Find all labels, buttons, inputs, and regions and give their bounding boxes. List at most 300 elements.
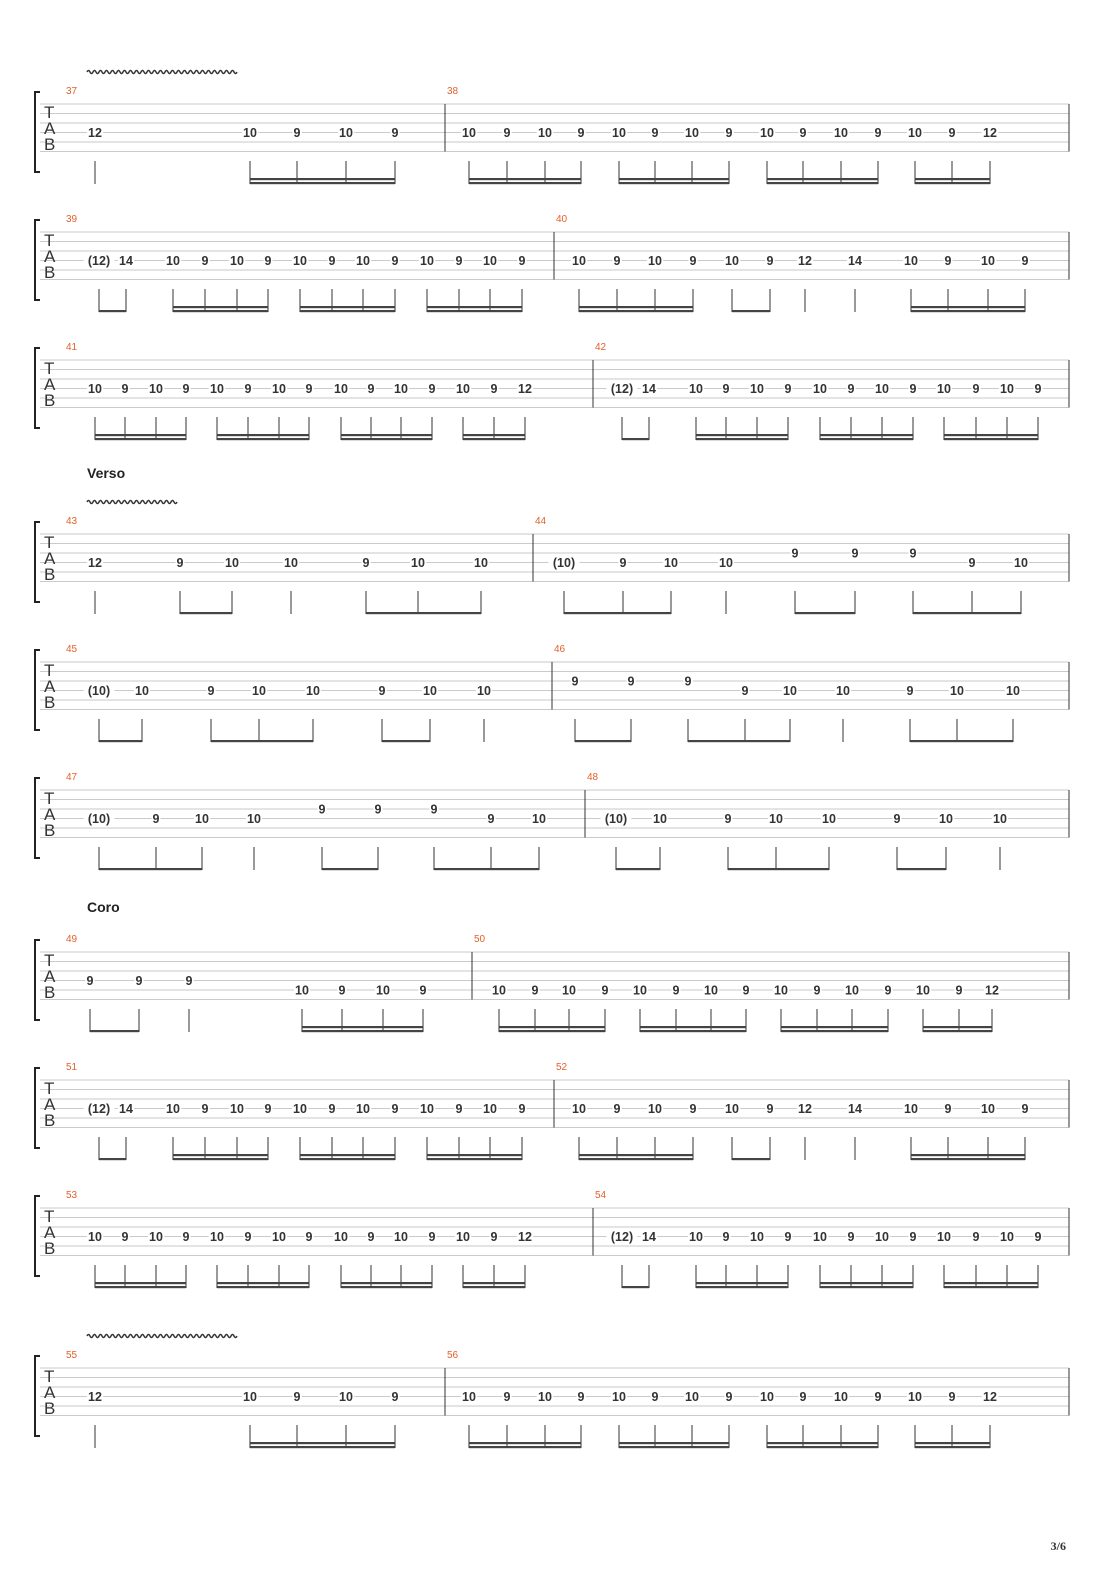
beam [99,740,142,742]
fret-number: 9 [577,1390,585,1404]
fret-number: 9 [1034,382,1042,396]
fret-number: 9 [601,983,609,998]
tab-system [35,1190,1069,1288]
fret-number: 10 [760,1390,774,1404]
fret-number: 9 [318,802,326,817]
fret-number: (12) [87,1102,111,1116]
fret-number: 9 [201,254,209,268]
tab-clef-letter: B [44,565,56,584]
beam [696,1282,788,1284]
tab-clef-letter: A [44,247,56,266]
fret-number: (10) [604,812,628,826]
fret-number: 10 [937,1230,951,1244]
fret-number: 10 [230,254,244,268]
fret-number: 10 [423,684,437,698]
fret-number: 9 [244,1230,252,1244]
fret-number: 9 [531,983,539,998]
beam [944,438,1038,440]
fret-number: 10 [845,983,859,998]
fret-number: 9 [328,254,336,268]
fret-number: 9 [893,812,901,826]
tab-clef-letter: B [44,263,56,282]
fret-number: 10 [1006,684,1020,698]
bar-number: 56 [447,1350,459,1361]
fret-number: 9 [487,812,495,826]
fret-number: 10 [230,1102,244,1116]
fret-number: 10 [783,684,797,698]
tab-clef-letter: T [44,231,55,250]
beam [923,1030,992,1032]
beam [795,612,855,614]
tab-clef-letter: A [44,1383,56,1402]
fret-number: 10 [939,812,953,826]
beam [915,182,990,184]
bar-number: 37 [66,86,78,97]
bar-number: 42 [595,342,607,353]
fret-number: 9 [391,254,399,268]
fret-number: 9 [338,983,346,998]
fret-number: 9 [944,254,952,268]
fret-number: 9 [182,1230,190,1244]
section-label: Coro [87,899,120,915]
beam [95,438,186,440]
fret-number: 9 [619,556,627,570]
fret-number: 12 [985,983,999,998]
bar-number: 40 [556,214,568,225]
fret-number: (12) [610,1230,634,1244]
fret-number: 9 [391,126,399,140]
beam [696,1286,788,1288]
fret-number: 10 [483,1102,497,1116]
fret-number: 10 [750,1230,764,1244]
fret-number: 9 [207,684,215,698]
beam [944,1282,1038,1284]
tab-clef-letter: B [44,391,56,410]
beam [728,868,829,870]
beam [427,310,522,312]
fret-number: (12) [87,254,111,268]
page-number: 3/6 [1050,1539,1066,1553]
bar-number: 46 [554,644,566,655]
fret-number: 14 [848,254,862,268]
tab-clef-letter: T [44,1367,55,1386]
bar-number: 47 [66,772,78,783]
fret-number: 9 [391,1102,399,1116]
fret-number: 9 [725,126,733,140]
fret-number: 9 [766,1102,774,1116]
beam [217,1286,309,1288]
fret-number: 9 [884,983,892,998]
beam [463,1286,525,1288]
fret-number: 9 [909,1230,917,1244]
fret-number: 10 [1000,1230,1014,1244]
fret-number: 10 [477,684,491,698]
fret-number: 14 [119,1102,133,1116]
beam [696,434,788,436]
fret-number: 9 [672,983,680,998]
beam [302,1030,423,1032]
beam [250,178,395,180]
fret-number: 10 [908,126,922,140]
fret-number: 9 [813,983,821,998]
beam [300,310,395,312]
fret-number: 10 [760,126,774,140]
fret-number: 9 [305,1230,313,1244]
fret-number: 9 [1021,1102,1029,1116]
fret-number: 12 [518,382,532,396]
section-label: Verso [87,465,126,481]
fret-number: 9 [1021,254,1029,268]
fret-number: 10 [243,1390,257,1404]
tab-clef-letter: T [44,533,55,552]
bar-number: 48 [587,772,599,783]
beam [911,1154,1025,1156]
fret-number: 10 [462,126,476,140]
beam [341,438,432,440]
fret-number: 9 [176,556,184,570]
system-bracket [35,1196,40,1276]
fret-number: 9 [430,802,438,817]
fret-number: 9 [784,382,792,396]
fret-number: 10 [653,812,667,826]
fret-number: 9 [766,254,774,268]
beam [579,306,693,308]
bar-number: 39 [66,214,78,225]
fret-number: 10 [394,382,408,396]
fret-number: 10 [293,254,307,268]
beam [463,1282,525,1284]
beam [427,306,522,308]
fret-number: 10 [875,1230,889,1244]
fret-number: 10 [492,983,506,998]
beam [767,1446,878,1448]
tab-clef-letter: T [44,951,55,970]
beam [302,1026,423,1028]
fret-number: 10 [572,1102,586,1116]
tab-clef-letter: T [44,789,55,808]
fret-number: 9 [847,382,855,396]
fret-number: 9 [613,254,621,268]
system-bracket [35,778,40,858]
vibrato-marking [87,1335,237,1338]
system-bracket [35,1356,40,1436]
fret-number: 9 [293,126,301,140]
fret-number: 9 [121,1230,129,1244]
beam [427,1154,522,1156]
beam [944,1286,1038,1288]
beam [90,1030,139,1032]
beam [427,1158,522,1160]
beam [732,310,770,312]
fret-number: 10 [252,684,266,698]
fret-number: 10 [1000,382,1014,396]
beam [341,1286,432,1288]
fret-number: 9 [503,1390,511,1404]
fret-number: 10 [293,1102,307,1116]
fret-number: 9 [724,812,732,826]
tab-system [35,1062,1069,1160]
fret-number: 10 [822,812,836,826]
tab-clef-letter: T [44,1079,55,1098]
fret-number: 9 [627,674,635,689]
beam [688,740,790,742]
beam [923,1026,992,1028]
beam [173,306,268,308]
fret-number: 9 [909,382,917,396]
fret-number: 10 [339,126,353,140]
tab-clef-letter: B [44,1239,56,1258]
fret-number: 10 [88,382,102,396]
bar-number: 54 [595,1190,607,1201]
system-bracket [35,940,40,1020]
beam [366,612,481,614]
beam [622,1286,649,1288]
beam [173,1158,268,1160]
fret-number: 10 [981,254,995,268]
fret-number: 10 [981,1102,995,1116]
beam [619,178,729,180]
fret-number: 10 [633,983,647,998]
bar-number: 43 [66,516,78,527]
fret-number: 10 [774,983,788,998]
fret-number: (10) [87,684,111,698]
fret-number: 10 [538,126,552,140]
fret-number: 9 [152,812,160,826]
fret-number: 10 [411,556,425,570]
fret-number: 9 [874,126,882,140]
beam [910,740,1013,742]
fret-number: 10 [272,382,286,396]
fret-number: 9 [86,974,94,988]
fret-number: 9 [955,983,963,998]
fret-number: 9 [722,382,730,396]
fret-number: 9 [362,556,370,570]
beam [911,310,1025,312]
bar-number: 52 [556,1062,568,1073]
fret-number: 10 [648,254,662,268]
fret-number: 10 [166,1102,180,1116]
beam [382,740,430,742]
beam [915,178,990,180]
tab-clef-letter: B [44,821,56,840]
beam [300,1154,395,1156]
beam [469,182,581,184]
beam [250,1442,395,1444]
fret-number: 9 [455,1102,463,1116]
fret-number: 10 [135,684,149,698]
fret-number: 10 [225,556,239,570]
beam [469,178,581,180]
fret-number: 10 [704,983,718,998]
fret-number: 9 [518,1102,526,1116]
beam [579,1154,693,1156]
beam [250,182,395,184]
tab-clef-letter: A [44,967,56,986]
beam [897,868,946,870]
fret-number: (12) [610,382,634,396]
fret-number: 9 [367,1230,375,1244]
beam [579,1158,693,1160]
beam [341,1282,432,1284]
fret-number: 10 [685,1390,699,1404]
tab-clef-letter: A [44,1223,56,1242]
fret-number: 10 [875,382,889,396]
fret-number: (10) [87,812,111,826]
beam [820,434,913,436]
fret-number: 10 [339,1390,353,1404]
fret-number: 10 [689,1230,703,1244]
tab-system [35,899,1069,1032]
fret-number: 9 [490,1230,498,1244]
beam [322,868,378,870]
bar-number: 50 [474,934,486,945]
fret-number: 9 [293,1390,301,1404]
fret-number: 9 [571,674,579,689]
beam [619,182,729,184]
fret-number: 9 [725,1390,733,1404]
fret-number: 9 [367,382,375,396]
fret-number: 10 [769,812,783,826]
tab-clef-letter: T [44,359,55,378]
beam [469,1442,581,1444]
fret-number: 9 [742,983,750,998]
beam [732,1158,770,1160]
system-bracket [35,522,40,602]
bar-number: 51 [66,1062,78,1073]
fret-number: 10 [725,1102,739,1116]
fret-number: 9 [490,382,498,396]
fret-number: 14 [119,254,133,268]
fret-number: 9 [135,974,143,988]
tab-system [35,342,1069,440]
fret-number: 9 [684,674,692,689]
fret-number: 10 [834,1390,848,1404]
beam [463,438,525,440]
tab-clef-letter: B [44,1399,56,1418]
fret-number: 9 [799,1390,807,1404]
fret-number: 9 [944,1102,952,1116]
fret-number: 9 [906,684,914,698]
fret-number: 10 [88,1230,102,1244]
fret-number: 10 [993,812,1007,826]
fret-number: 9 [264,1102,272,1116]
fret-number: 9 [182,382,190,396]
fret-number: 12 [798,254,812,268]
fret-number: 10 [750,382,764,396]
fret-number: 9 [972,382,980,396]
system-bracket [35,650,40,730]
fret-number: 9 [847,1230,855,1244]
fret-number: 10 [813,1230,827,1244]
beam [99,310,126,312]
beam [95,1286,186,1288]
fret-number: 10 [836,684,850,698]
beam [622,438,649,440]
fret-number: 9 [391,1390,399,1404]
bar-number: 49 [66,934,78,945]
fret-number: 12 [983,126,997,140]
bar-number: 45 [66,644,78,655]
tab-clef-letter: B [44,1111,56,1130]
fret-number: 10 [950,684,964,698]
fret-number: 9 [968,556,976,570]
fret-number: 9 [689,1102,697,1116]
bar-number: 41 [66,342,78,353]
beam [911,306,1025,308]
beam [913,612,1021,614]
beam [217,1282,309,1284]
fret-number: 10 [532,812,546,826]
fret-number: 10 [149,382,163,396]
fret-number: 10 [210,1230,224,1244]
beam [579,310,693,312]
beam [696,438,788,440]
fret-number: 14 [642,1230,656,1244]
fret-number: 10 [689,382,703,396]
fret-number: 10 [648,1102,662,1116]
beam [250,1446,395,1448]
beam [915,1446,990,1448]
bar-number: 38 [447,86,459,97]
tab-clef-letter: B [44,135,56,154]
beam [434,868,539,870]
fret-number: 12 [798,1102,812,1116]
fret-number: 12 [88,126,102,140]
tab-clef-letter: A [44,677,56,696]
fret-number: 9 [651,1390,659,1404]
bar-number: 53 [66,1190,78,1201]
fret-number: 10 [612,126,626,140]
fret-number: 9 [419,983,427,998]
fret-number: 9 [264,254,272,268]
vibrato-marking [87,71,237,74]
fret-number: 10 [149,1230,163,1244]
beam [781,1026,888,1028]
fret-number: 9 [378,684,386,698]
beam [173,1154,268,1156]
fret-number: 9 [305,382,313,396]
fret-number: 10 [719,556,733,570]
fret-number: 10 [195,812,209,826]
tab-system [35,71,1069,185]
fret-number: 9 [722,1230,730,1244]
fret-number: 14 [642,382,656,396]
fret-number: 10 [334,1230,348,1244]
fret-number: 10 [685,126,699,140]
fret-number: 9 [121,382,129,396]
fret-number: 9 [518,254,526,268]
tab-system [35,644,1069,742]
beam [767,1442,878,1444]
fret-number: 10 [664,556,678,570]
tab-clef-letter: A [44,1095,56,1114]
beam [575,740,631,742]
fret-number: 10 [834,126,848,140]
tab-clef-letter: T [44,1207,55,1226]
tab-system [35,1335,1069,1449]
fret-number: 10 [725,254,739,268]
tab-clef-letter: A [44,119,56,138]
fret-number: 10 [538,1390,552,1404]
fret-number: 9 [948,126,956,140]
fret-number: 9 [784,1230,792,1244]
beam [173,310,268,312]
beam [217,434,309,436]
fret-number: 9 [972,1230,980,1244]
fret-number: 10 [456,382,470,396]
beam [640,1030,746,1032]
beam [469,1446,581,1448]
